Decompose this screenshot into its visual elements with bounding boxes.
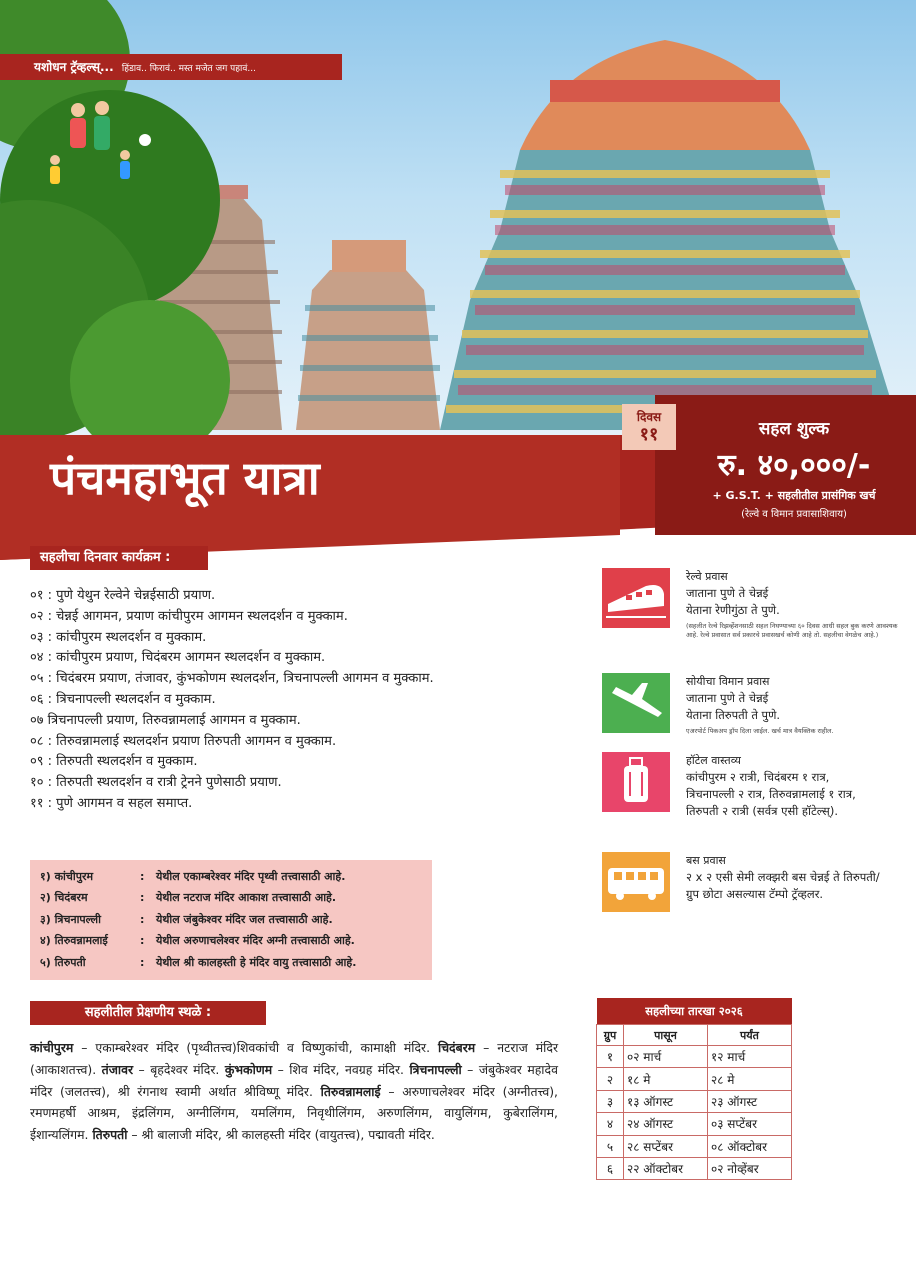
element-text: येथील जंबुकेश्वर मंदिर जल तत्त्वासाठी आहे. [156,912,333,926]
itinerary-list [30,586,590,815]
price-box [684,416,904,520]
hotel-line: त्रिचनापल्ली २ रात्र, तिरुवन्नामलाई १ रात्र, [686,787,856,801]
group-cell: ५ [597,1135,624,1157]
element-place: ३) त्रिचनापल्ली [40,912,101,926]
from-cell: १३ ऑगस्ट [624,1090,708,1112]
table-row [597,1068,792,1090]
places-paragraph [30,1037,558,1146]
luggage-icon [602,752,670,812]
from-cell: ०२ मार्च [624,1046,708,1068]
place-desc: – अरुणाचलेश्वर मंदिर (अग्नीतत्त्व), रमणमहर्षी आश्रम, इंद्रलिंगम, अग्नीलिंगम, यमलिंगम, निवृथीलिंगम, अरुणलिंगम, वायुलिंगम, कुबेरालिंगम, ईशान्यलिंगम. [30,1083,558,1143]
element-row [40,909,432,930]
rail-note: (सहलीत रेल्वे रिझर्व्हेशनसाठी सहल निघण्याच्या ६० दिवस आधी सहल बुक करणे आवश्यक आहे. रेल्वे प्रवासात सर्व प्रकारचे प्रवासखर्च कोणी आहे तो. सहलीचा वेगळेच आहे.) [686,622,898,639]
itinerary-day: ०४ : कांचीपुरम प्रयाण, चिदंबरम आगमन स्थलदर्शन व मुक्काम. [30,650,326,666]
table-row [597,1135,792,1157]
itinerary-day: ०३ : कांचीपुरम स्थलदर्शन व मुक्काम. [30,629,207,645]
five-elements-box [30,860,432,980]
dates-col-header: पासून [624,1025,708,1046]
element-place: ५) तिरुपती [40,955,86,969]
element-sep: : [140,955,145,969]
rail-travel-block [602,568,902,658]
element-text: येथील नटराज मंदिर आकाश तत्त्वासाठी आहे. [156,891,337,905]
days-value: ११ [639,424,659,445]
group-cell: ६ [597,1157,624,1179]
dates-col-header: पर्यंत [708,1025,792,1046]
element-sep: : [140,891,145,905]
air-title: सोयीचा विमान प्रवास [686,675,770,688]
element-text: येथील अरुणाचलेश्वर मंदिर अग्नी तत्त्वासाठी आहे. [156,934,355,948]
bus-line: ग्रुप छोटा असल्यास टॅम्पो ट्रॅव्हलर. [686,887,824,901]
to-cell: १२ मार्च [708,1046,792,1068]
dates-col-header: ग्रुप [597,1025,624,1046]
places-heading: सहलीतील प्रेक्षणीय स्थळे : [30,1001,266,1025]
table-row [597,1157,792,1179]
table-row [597,1090,792,1112]
element-row [40,952,432,973]
rail-line: येताना रेणीगुंठा ते पुणे. [686,603,780,617]
element-row [40,930,432,951]
group-cell: ३ [597,1090,624,1112]
air-line: येताना तिरुपती ते पुणे. [686,708,781,722]
price-value: रु. ४०,०००/- [717,448,871,483]
itinerary-day: ०७ त्रिचनापल्ली प्रयाण, तिरुवन्नामलाई आगमन व मुक्काम. [30,712,301,728]
from-cell: २४ ऑगस्ट [624,1113,708,1135]
to-cell: ०३ सप्टेंबर [708,1113,792,1135]
itinerary-day: ०२ : चेन्नई आगमन, प्रयाण कांचीपुरम आगमन स्थलदर्शन व मुक्काम. [30,608,348,624]
element-place: १) कांचीपुरम [40,870,94,883]
to-cell: ०८ ऑक्टोबर [708,1135,792,1157]
bus-block [602,852,902,914]
place-name: तंजावर [101,1061,134,1077]
to-cell: ०२ नोव्हेंबर [708,1157,792,1179]
airplane-icon [602,673,670,733]
element-row [40,866,432,887]
rail-line: जाताना पुणे ते चेन्नई [686,586,769,600]
bus-text [686,852,906,903]
brand-tagline: हिंडाव.. फिरावं.. मस्त मजेत जग पहावं... [121,64,256,74]
hotel-text [686,752,906,820]
tour-title: पंचमहाभूत यात्रा [50,451,320,505]
itinerary-day: ०९ : तिरुपती स्थलदर्शन व मुक्काम. [30,754,198,770]
hotel-line: कांचीपुरम २ रात्री, चिदंबरम १ रात्र, [686,770,830,784]
itinerary-day: ०१ : पुणे येथुन रेल्वेने चेन्नईसाठी प्रयाण. [30,588,216,603]
group-cell: २ [597,1068,624,1090]
itinerary-day: ०५ : चिदंबरम प्रयाण, तंजावर, कुंभकोणम स्थलदर्शन, त्रिचनापल्ली आगमन व मुक्काम. [30,671,434,687]
from-cell: १८ मे [624,1068,708,1090]
hotel-title: हॉटेल वास्तव्य [686,754,741,767]
air-note: एअरपोर्ट पिकअप ड्रॉप दिला जाईल. खर्च मात्र वैयक्तिक राहील. [686,727,834,735]
bus-line: २ x २ एसी सेमी लक्झरी बस चेन्नई ते तिरुपती/ [686,870,880,884]
place-desc: – शिव मंदिर, नवग्रह मंदिर. [272,1061,410,1077]
air-text [686,673,906,736]
air-travel-block [602,673,902,743]
place-desc: – जंबुकेश्वर महादेव मंदिर (जलतत्त्व), श्री रंगनाथ स्वामी अर्थात श्रीविष्णू मंदिर. [30,1061,558,1099]
place-name: चिदंबरम [437,1040,476,1055]
from-cell: २२ ऑक्टोबर [624,1157,708,1179]
element-sep: : [140,870,145,883]
table-row [597,1046,792,1068]
place-name: तिरुपती [92,1127,128,1143]
air-line: जाताना पुणे ते चेन्नई [686,691,769,705]
tour-dates-table [596,998,792,1180]
hotel-block [602,752,902,832]
to-cell: २३ ऑगस्ट [708,1090,792,1112]
rail-title: रेल्वे प्रवास [686,570,728,583]
element-text: येथील श्री कालहस्ती हे मंदिर वायु तत्त्वासाठी आहे. [156,955,357,969]
itinerary-heading: सहलीचा दिनवार कार्यक्रम : [30,546,208,570]
table-row [597,1113,792,1135]
train-icon [602,568,670,628]
brand-bar [0,54,342,80]
place-desc: – एकाम्बरेश्वर मंदिर (पृथ्वीतत्त्व)शिवकांची व विष्णुकांची, कामाक्षी मंदिर. [73,1040,438,1055]
bus-icon [602,852,670,912]
brand-name: यशोधन ट्रॅव्हल्स्... [34,60,114,74]
element-sep: : [140,912,145,926]
hotel-line: तिरुपती २ रात्री (सर्वत्र एसी हॉटेल्स्). [686,804,838,818]
days-badge [622,404,676,450]
price-note: (रेल्वे व विमान प्रवासाशिवाय) [741,509,847,520]
bus-title: बस प्रवास [686,854,726,867]
place-name: तिरुवन्नामलाई [320,1083,381,1099]
group-cell: ४ [597,1113,624,1135]
dates-caption: सहलीच्या तारखा २०२६ [597,998,792,1025]
itinerary-day: ११ : पुणे आगमन व सहल समाप्त. [30,795,193,811]
place-desc: – बृहदेश्वर मंदिर. [133,1061,225,1077]
element-place: २) चिदंबरम [40,891,88,905]
element-sep: : [140,934,145,948]
group-cell: १ [597,1046,624,1068]
itinerary-day: ०८ : तिरुवन्नामलाई स्थलदर्शन प्रयाण तिरुपती आगमन व मुक्काम. [30,733,337,749]
itinerary-day: ०६ : त्रिचनापल्ली स्थलदर्शन व मुक्काम. [30,691,216,707]
element-row [40,887,432,908]
place-name: त्रिचनापल्ली [409,1061,462,1077]
from-cell: २८ सप्टेंबर [624,1135,708,1157]
place-desc: – नटराज मंदिर (आकाशतत्त्व). [30,1040,559,1077]
rail-text [686,568,906,640]
place-desc: – श्री बालाजी मंदिर, श्री कालहस्ती मंदिर (वायुतत्त्व), पद्मावती मंदिर. [127,1127,435,1143]
place-name: कांचीपुरम [30,1040,74,1055]
price-extra: + G.S.T. + सहलीतील प्रासंगिक खर्च [712,489,876,502]
element-text: येथील एकाम्बरेश्वर मंदिर पृथ्वी तत्त्वासाठी आहे. [156,870,346,883]
days-label: दिवस [636,410,662,424]
itinerary-day: १० : तिरुपती स्थलदर्शन व रात्री ट्रेनने पुणेसाठी प्रयाण. [30,775,282,791]
place-name: कुंभकोणम [224,1061,273,1077]
price-label: सहल शुल्क [758,419,830,439]
element-place: ४) तिरुवन्नामलाई [40,934,108,948]
to-cell: २८ मे [708,1068,792,1090]
